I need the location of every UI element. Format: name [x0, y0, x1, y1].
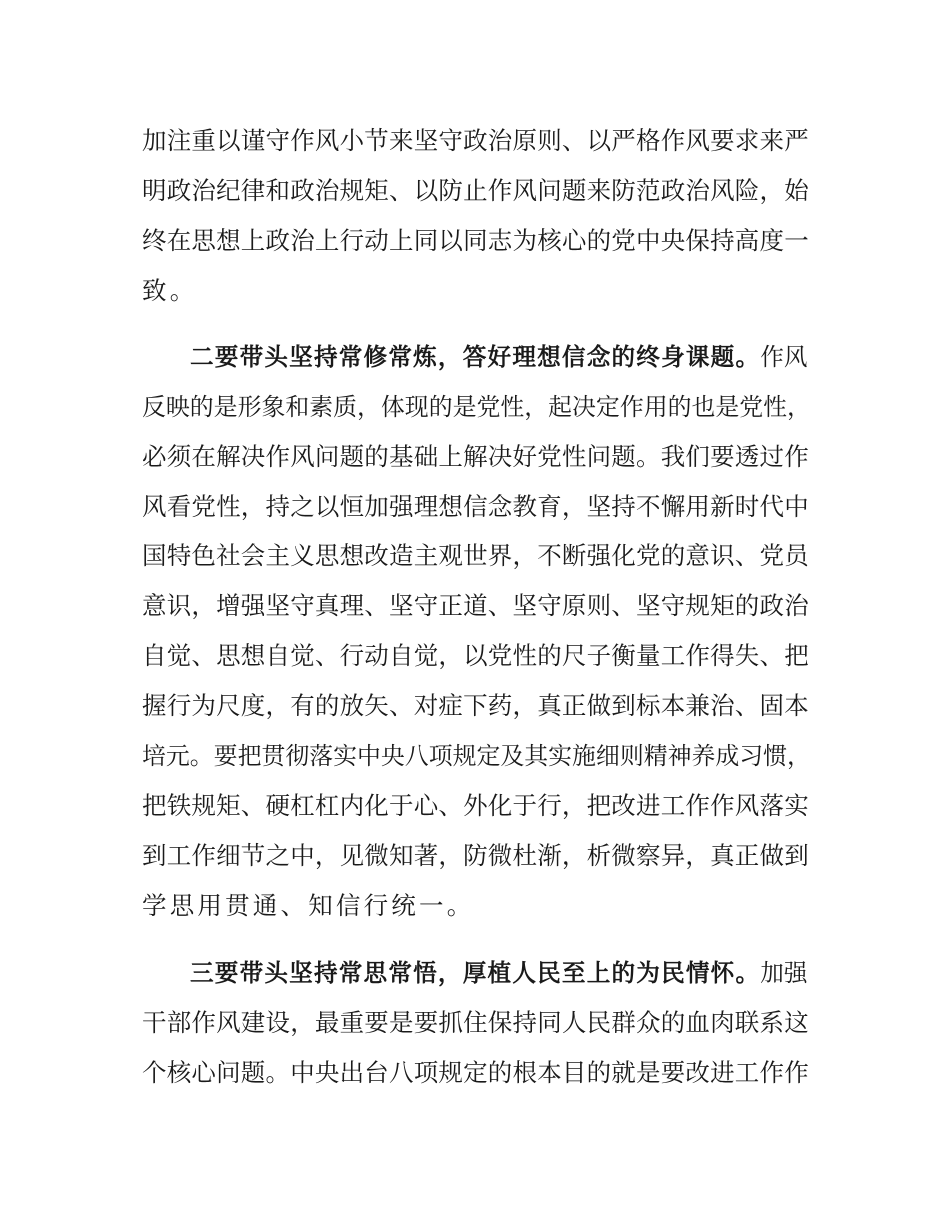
paragraph-2-first-line-rest: 作风 [760, 343, 808, 371]
paragraph-2-line-7: 握行为尺度，有的放矢、对症下药，真正做到标本兼治、固本 [142, 691, 809, 720]
paragraph-1-line-4: 致。 [142, 276, 198, 305]
paragraph-1-line-3: 终在思想上政治上行动上同以同志为核心的党中央保持高度一 [142, 226, 809, 255]
paragraph-2-line-6: 自觉、思想自觉、行动自觉，以党性的尺子衡量工作得失、把 [142, 641, 809, 670]
paragraph-3-line-2: 个核心问题。中央出台八项规定的根本目的就是要改进工作作 [142, 1058, 809, 1087]
paragraph-2-line-11: 学思用贯通、知信行统一。 [142, 891, 475, 920]
paragraph-2-line-1: 反映的是形象和素质，体现的是党性，起决定作用的也是党性， [142, 393, 811, 421]
paragraph-3-first-line-rest: 加强 [760, 959, 808, 987]
paragraph-2-line-3: 风看党性，持之以恒加强理想信念教育，坚持不懈用新时代中 [142, 492, 809, 521]
paragraph-2-heading: 二要带头坚持常修常炼，答好理想信念的终身课题。 [190, 343, 761, 371]
paragraph-2-line-5: 意识，增强坚守真理、坚守正道、坚守原则、坚守规矩的政治 [142, 591, 809, 620]
paragraph-3-heading: 三要带头坚持常思常悟，厚植人民至上的为民情怀。 [190, 959, 761, 987]
paragraph-2-line-8: 培元。要把贯彻落实中央八项规定及其实施细则精神养成习惯， [142, 742, 811, 770]
paragraph-3-line-1: 干部作风建设，最重要是要抓住保持同人民群众的血肉联系这 [142, 1008, 809, 1037]
paragraph-2-line-9: 把铁规矩、硬杠杠内化于心、外化于行，把改进工作作风落实 [142, 791, 809, 820]
paragraph-1-line-2: 明政治纪律和政治规矩、以防止作风问题来防范政治风险，始 [142, 176, 809, 205]
paragraph-2-line-2: 必须在解决作风问题的基础上解决好党性问题。我们要透过作 [142, 442, 809, 471]
paragraph-3-first-line [190, 953, 812, 993]
paragraph-1-line-1: 加注重以谨守作风小节来坚守政治原则、以严格作风要求来严 [142, 126, 809, 155]
paragraph-2-line-10: 到工作细节之中，见微知著，防微杜渐，析微察异，真正做到 [142, 841, 809, 870]
paragraph-2-line-4: 国特色社会主义思想改造主观世界，不断强化党的意识、党员 [142, 541, 809, 570]
paragraph-2-first-line [190, 337, 812, 377]
